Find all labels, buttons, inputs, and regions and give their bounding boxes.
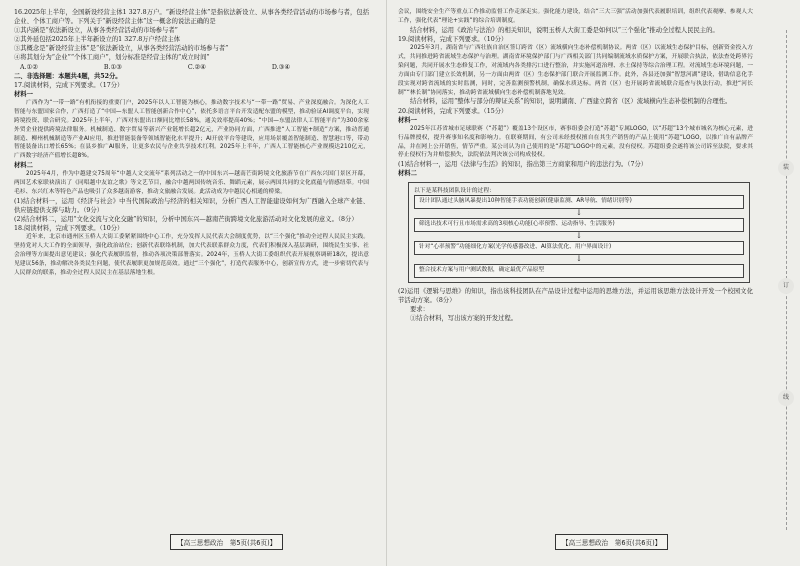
q18-material: 近年来，北京市通州区玉桥人大街工委紧紧围绕中心工作，充分发挥人民代表大会制度优势，以“三个强化”推动全过程人民民主实践。坚持党对人大工作的全面领导，强化政治站位；创新代表联络机制，加大代表联系群众力度，代表们积极深入基层调研，围绕民生实事、社会治理等方面提出意见建议；强化代表履职监督，推动各项决策部署落实。2024年，玉桥人大街工委组织代表开展视察调研18次，提出意见建议56条，推动解决各类民生问题，使代表履职更加规范高效。通过“三个强化”，打造代表服务中心，创新宣传方式，进一步密切代表与人民群众的联系，推动全过程人民民主在基层落地生根。 [14, 234, 369, 277]
process-step-1: 设计团队通过头脑风暴提出10种智能手表功能创新(健康监测、AR导航、情绪识别等) [414, 195, 744, 209]
q17-material-2: 2025年4月，作为中越建交75周年“中越人文交流年”系列活动之一的中国东兴—越南芒街跨境文化旅游节在广西东兴国门景区开幕，两国艺术家联袂演出了《同唱越中友谊之歌》等文艺节目，融合中越两国传统音乐、舞蹈元素，展示两国共同的文化底蕴与情感纽带。中国毛衫、东兴红木等特色产品也吸引了众多越南游客，推动文旅融合发展。此活动成为中越民心相通的桥梁。 [14, 171, 369, 196]
page-fold [386, 0, 387, 566]
down-arrow-icon: ↓ [575, 253, 583, 263]
footer-page-5: 【高三思想政治 第5页(共6页)】 [170, 534, 283, 550]
process-step-4: 整合技术方案与用户测试数据，确定最优产品原型 [414, 264, 744, 278]
process-step-3: 针对“心率预警”功能细化方案(光学传感器改进、AI算法优化、用户界面设计) [414, 241, 744, 255]
q16-statement-2: ②其外延包括2025年上半年新设立的1 327.8万户经营主体 [14, 36, 180, 44]
down-arrow-icon: ↓ [575, 208, 583, 218]
binding-mark-xian: 线 [778, 390, 794, 406]
q20-requirement-2: (2)运用《逻辑与思维》的知识，指出该科技团队在产品设计过程中运用的思维方法，并运用该思维方法设计开发一个校园文化节活动方案。（8分） [398, 287, 753, 304]
q20-heading: 20.阅读材料，完成下列要求。（15分） [398, 107, 508, 115]
option-c: C.②④ [187, 63, 206, 71]
q19-material: 2025年3月，湖南省与广西壮族自治区签订跨省（区）流域横向生态补偿机制协议。两省（区）以流域生态保护目标，创新资金投入方式，共同推进跨省流域生态保护与治理。湖南省环境保护部门与广西相关部门共同编制流域水质保护方案，开展联合执法，依法查处跨界污染问题，共同开展水生态修复工作，对流域内各类排污口进行整治，并实施河道治理、水土保持等综合治理工程。对流域生态环境问题，一方面由专门部门建立长效机制，另一方面由两省（区）生态保护部门联合开展监测工作。此外，各县还加强“智慧河湖”建设，借助信息化手段实现对跨省流域的实时监测，同时，完善监测预警机制，确保水质达标。两省（区）也开展跨省流域联合巡查与执法行动，推进“河长制”“林长制”协同落实，推动跨省流域横向生态补偿机制落地见效。 [398, 45, 753, 96]
q20-requirement-label: 要求： [410, 305, 429, 313]
q20-material-2-title: 材料二 [398, 170, 417, 178]
left-page [14, 8, 369, 528]
down-arrow-icon: ↓ [575, 231, 583, 241]
q16-statement-1: ①其内涵是“依法新设立，从事各类经营活动的市场参与者” [14, 27, 178, 35]
footer-page-6: 【高三思想政治 第6页(共6页)】 [555, 534, 668, 550]
q17-material-2-title: 材料二 [14, 162, 33, 170]
q16-stem: 16.2025年上半年，全国新设经营主体1 327.8万户。“新设经营主体”是指依法新设立、从事各类经营活动的市场参与者，包括企业、个体工商户等。下列关于“新设经营主体”这一概念的说法正确的是 [14, 9, 369, 26]
binding-margin [772, 0, 800, 566]
q18-requirement: 结合材料，运用《政治与法治》的相关知识，说明玉桥人大街工委是如何以“三个强化”推动全过程人民民主的。 [410, 26, 719, 34]
q18-material-continued: 会议，围绕安全生产等重点工作推动监督工作走深走实。强化能力建设，结合“三大三强”活动加强代表履职培训，组织代表观摩、参观人大工作，强化代表“理论+实践”的综合培训制度。 [398, 9, 753, 24]
q17-requirement-1: (1)结合材料一，运用《经济与社会》中当代国际政治与经济的相关知识，分析广西人工智能建设如何为广西融入全球产业链、供应链提供支撑与助力。（9分） [14, 198, 369, 215]
process-step-2: 筛选出技术可行且市场需求高的3项核心功能(心率预警、运动指导、生活服务) [414, 218, 744, 232]
q16-options [20, 63, 290, 72]
binding-mark-ding: 订 [778, 278, 794, 294]
q16-statement-3: ③其概念是“新设经营主体”是“依法新设立，从事各类经营活动的市场参与者” [14, 45, 229, 53]
binding-mark-zhuang: 装 [778, 160, 794, 176]
q18-heading: 18.阅读材料，完成下列要求。（10分） [14, 225, 124, 233]
q20-material-1-title: 材料一 [398, 116, 417, 124]
option-b: B.①③ [103, 63, 122, 71]
design-process-intro: 以下是某科技团队设计的过程： [414, 187, 496, 194]
q17-material-1: 广西作为“一带一路”有机衔接的重要门户，2025年以人工智能为核心，推动数字技术与“一带一路”贸易、产业深度融合。为深化人工智能与东盟国家合作，广西打造了“中国—东盟人工智能创新合作中心”，依托多语言平台开发适配东盟的模型，推动验证AI调度平台，实现跨境投资、联合研究。2025年上半年，广西对东盟出口额同比增长58%，通关效率提高40%；“中国—东盟法律人工智能平台”为300余家外贸企业提供跨境法律服务。机械制造、数字贸易等新兴产业链增长超2亿元，产业协同方面，广西推进“人工智能+制造”方案，推动普通制造、柳州机械制造等产业AI应用，推进智能装备等领域智能化水平提升；AI开放平台等建设，应用场景覆盖智能制造、智慧港口等，带动智能装备出口增长65%；在县乡推广AI服务，让更多农民与企业共享技术红利。2025年上半年，广西人工智能核心产业规模达210亿元，广西数字经济产值增长超8%。 [14, 99, 369, 160]
q19-heading: 19.阅读材料，完成下列要求。（10分） [398, 35, 508, 43]
q20-requirement-1: (1)结合材料一，运用《法律与生活》的知识，指出第三方商家和用户的违法行为。（7分） [398, 161, 648, 169]
section-heading: 二、非选择题：本题共4题，共52分。 [14, 72, 122, 80]
q17-material-1-title: 材料一 [14, 90, 33, 98]
option-a: A.①② [20, 63, 38, 71]
option-d: D.③④ [271, 63, 290, 71]
q17-requirement-2: (2)结合材料二，运用“文化交流与文化交融”的知识，分析中国东兴—越南芒街跨境文化旅游活动对文化发展的意义。（8分） [14, 216, 358, 224]
q20-requirement-detail: ①结合材料，写出该方案的开发过程。 [410, 314, 518, 322]
right-page [398, 8, 753, 528]
q20-material-1: 2025年江苏省城市足球联赛（“苏超”）覆盖13个设区市，赛事组委会打造“苏超”专属LOGO，以“苏超”13个城市城名为核心元素，进行品牌授权，提升赛事知名度和影响力。在联赛期间，有公司未经授权擅自在其生产销售的产品上使用“苏超”LOGO，以推广自有品牌产品，并在网上公开销售，情节严重。某公司认为自己使用的是“苏超”LOGO中的元素，没有侵权。苏超组委会遂将该公司诉至法院，要求其停止侵权行为并赔偿损失，法院依法判决该公司构成侵权。 [398, 125, 753, 159]
q19-requirement: 结合材料，运用“整体与部分的辩证关系”的知识，说明湖南、广西建立跨省（区）流域横向生态补偿机制的合理性。 [410, 98, 732, 106]
q17-heading: 17.阅读材料，完成下列要求。（17分） [14, 81, 124, 89]
design-process-frame [408, 182, 750, 283]
q16-statement-4: ④将其划分为“企业”“个体工商户”，划分标准是经营主体的“成立时间” [14, 54, 210, 62]
